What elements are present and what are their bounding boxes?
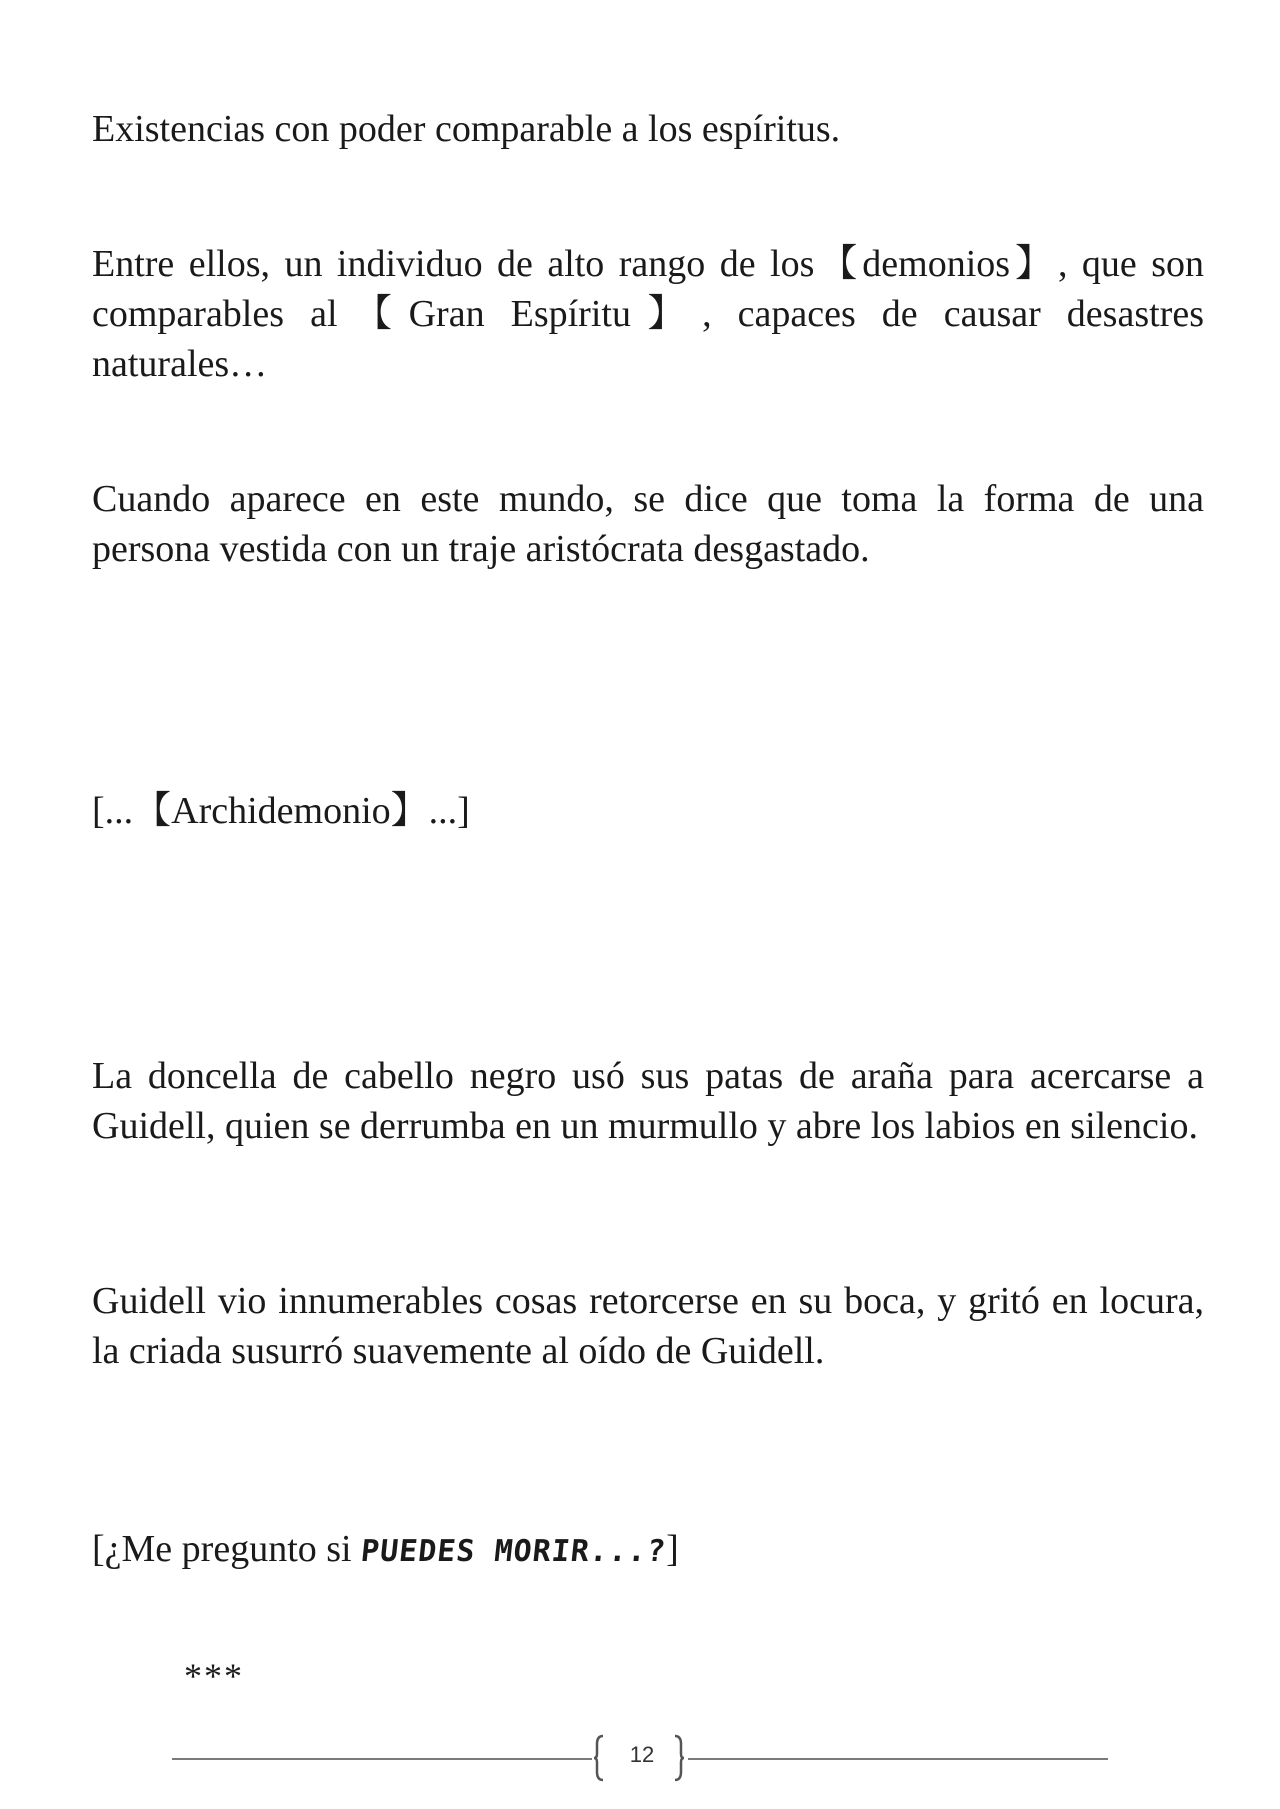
footer-bracket-right-icon (674, 1734, 684, 1782)
footer-rule-right (688, 1758, 1108, 1760)
paragraph-2: Entre ellos, un individuo de alto rango de los【demonios】, que son comparables al【Gran Espíritu】, capaces de causar desastres naturales… (92, 243, 1204, 385)
final-line-suffix: ] (666, 1528, 679, 1570)
footer-rule-left (172, 1758, 592, 1760)
page-number: 12 (629, 1742, 655, 1767)
paragraph-3: Cuando aparece en este mundo, se dice que toma la forma de una persona vestida con un traje aristócrata desgastado. (92, 478, 1204, 570)
paragraph-4-archidemonio: [...【Archidemonio】...] (92, 790, 470, 832)
paragraph-final-line (92, 1524, 1204, 1577)
paragraph-6: Guidell vio innumerables cosas retorcerse en su boca, y gritó en locura, la criada susurró suavemente al oído de Guidell. (92, 1280, 1204, 1372)
footer-bracket-left-icon (594, 1734, 604, 1782)
final-line-prefix: [¿Me pregunto si (92, 1528, 362, 1570)
handwritten-text: PUEDES MORIR...? (359, 1534, 668, 1569)
paragraph-1: Existencias con poder comparable a los espíritus. (92, 108, 841, 150)
paragraph-5: La doncella de cabello negro usó sus patas de araña para acercarse a Guidell, quien se derrumba en un murmullo y abre los labios en silencio. (92, 1055, 1204, 1147)
scene-break: *** (184, 1656, 244, 1696)
